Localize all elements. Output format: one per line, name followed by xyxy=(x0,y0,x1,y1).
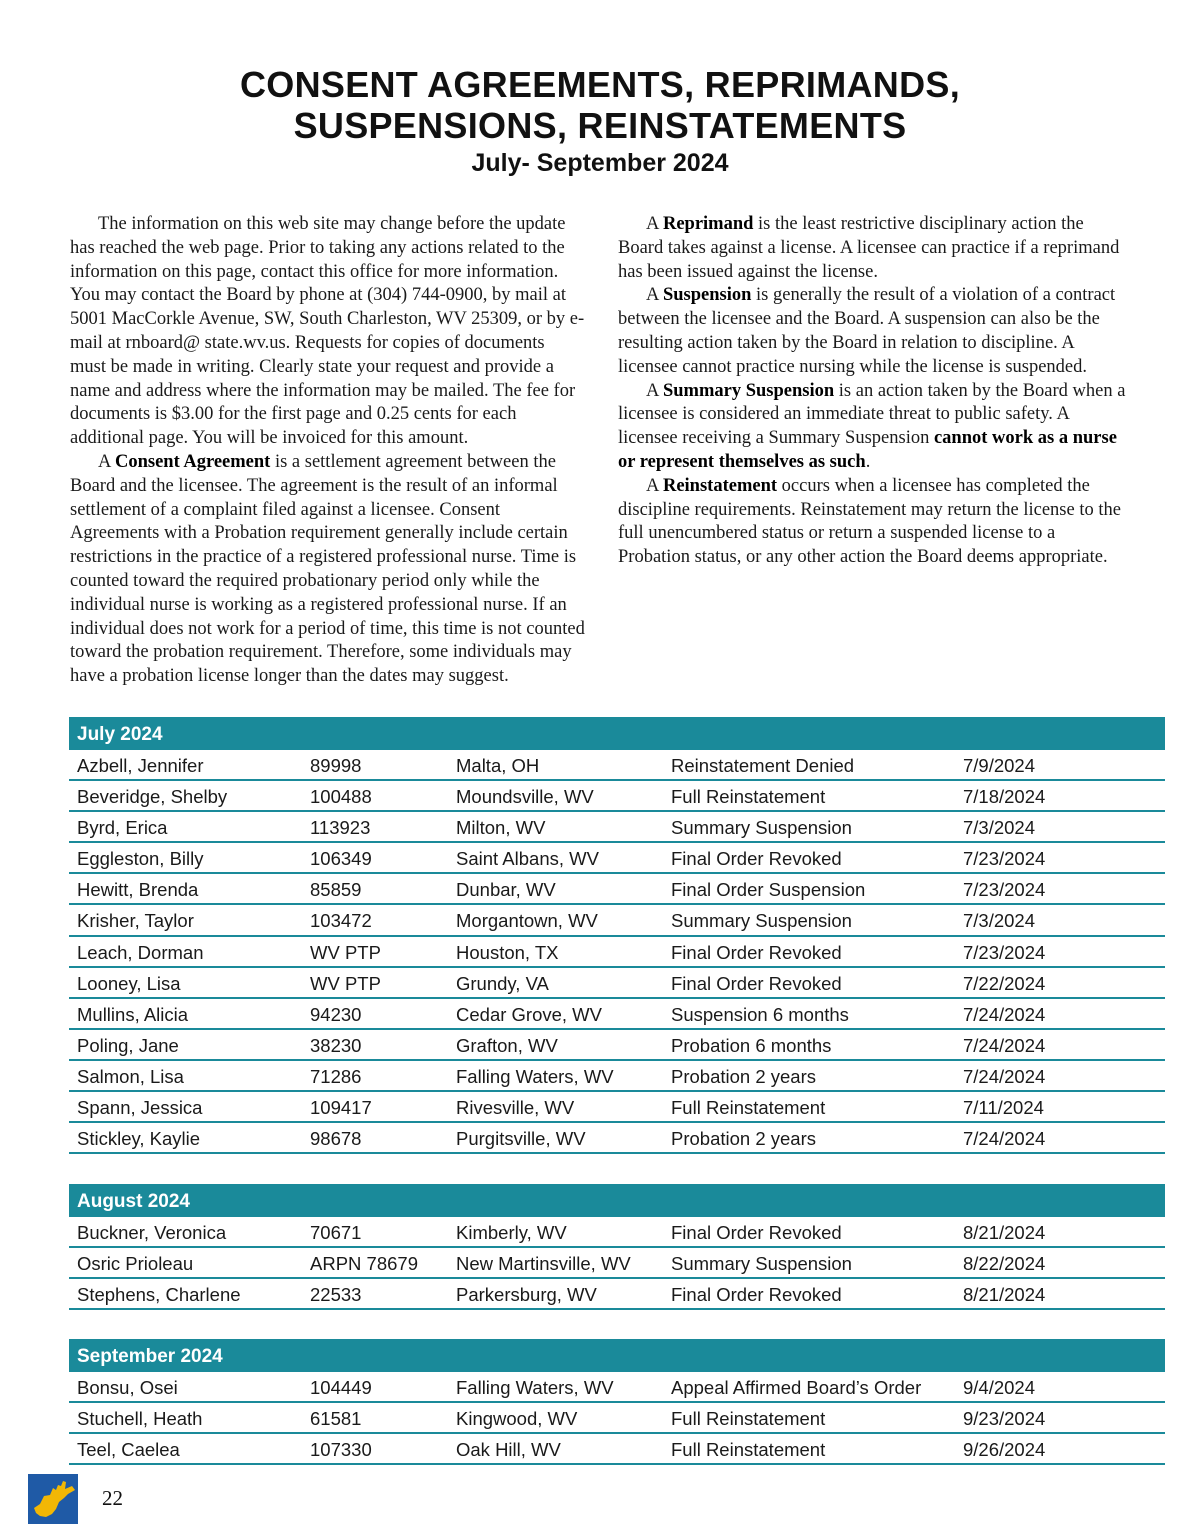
cell-license-number: 70671 xyxy=(310,1222,362,1243)
month-header: September 2024 xyxy=(69,1339,1165,1372)
cell-date: 7/24/2024 xyxy=(963,1065,1046,1087)
cell-license-number: 106349 xyxy=(310,848,372,870)
cell-license-number: 103472 xyxy=(310,910,372,932)
cell-license-number: 71286 xyxy=(310,1065,362,1087)
cell-location: Falling Waters, WV xyxy=(456,1065,614,1087)
cell-location: Malta, OH xyxy=(456,755,540,776)
cell-date: 7/9/2024 xyxy=(963,755,1036,776)
table-row xyxy=(69,905,1165,936)
table-row xyxy=(69,843,1165,874)
cell-name: Azbell, Jennifer xyxy=(77,755,204,776)
cell-date: 7/3/2024 xyxy=(963,817,1036,839)
text-fragment: is the least restrictive disciplinary action the Board takes against a license. A licensee can practice if a reprimand has been issued against the license. xyxy=(618,214,1120,282)
cell-action: Full Reinstatement xyxy=(671,1408,826,1430)
text-fragment: A xyxy=(646,475,663,496)
cell-name: Krisher, Taylor xyxy=(77,910,194,932)
intro-paragraph-reinstatement xyxy=(618,475,1128,570)
cell-name: Teel, Caelea xyxy=(77,1439,180,1461)
cell-license-number: 85859 xyxy=(310,879,362,901)
cell-location: Cedar Grove, WV xyxy=(456,1003,602,1025)
page-number: 22 xyxy=(102,1486,123,1510)
cell-date: 7/24/2024 xyxy=(963,1128,1046,1150)
cell-action: Final Order Revoked xyxy=(671,1222,842,1243)
cell-license-number: WV PTP xyxy=(310,972,381,994)
cell-date: 7/11/2024 xyxy=(963,1097,1044,1119)
cell-location: Grundy, VA xyxy=(456,972,549,994)
cell-date: 7/3/2024 xyxy=(963,910,1036,932)
cell-date: 9/26/2024 xyxy=(963,1439,1046,1461)
cell-license-number: ARPN 78679 xyxy=(310,1253,418,1275)
cell-license-number: 22533 xyxy=(310,1284,362,1306)
cell-date: 7/18/2024 xyxy=(963,786,1046,808)
cell-location: Kingwood, WV xyxy=(456,1408,578,1430)
cell-name: Buckner, Veronica xyxy=(77,1222,227,1243)
text-fragment: A xyxy=(646,214,663,234)
table-row xyxy=(69,1092,1165,1123)
cell-license-number: 104449 xyxy=(310,1377,372,1398)
table-row xyxy=(69,1217,1165,1248)
cell-name: Mullins, Alicia xyxy=(77,1003,189,1025)
cell-license-number: 98678 xyxy=(310,1128,362,1150)
cell-location: Houston, TX xyxy=(456,941,559,963)
west-virginia-logo-icon xyxy=(28,1474,78,1524)
term-suspension: Suspension xyxy=(662,285,752,306)
cell-license-number: 109417 xyxy=(310,1097,372,1119)
intro-left-column xyxy=(70,213,585,689)
cell-location: Moundsville, WV xyxy=(456,786,594,808)
cell-action: Probation 6 months xyxy=(671,1034,832,1056)
text-fragment: is an action taken by the Board when a licensee is considered an immediate threat to public safety. A licensee receiving a Summary Suspension xyxy=(618,380,1126,449)
intro-paragraph-summary-suspension xyxy=(618,380,1128,475)
table-row xyxy=(69,1123,1165,1154)
cell-name: Osric Prioleau xyxy=(77,1253,194,1275)
cell-name: Looney, Lisa xyxy=(77,972,181,994)
table-row xyxy=(69,781,1165,812)
text-fragment: is a settlement agreement between the Board and the licensee. The agreement is the result of an informal settlement of a complaint filed against a licensee. Consent Agreements with a Probation requirement generally include certain restrictions in the practice of a registered professional nurse. Time is counted toward the required probationary period only while the individual nurse is working as a registered professional nurse. If an individual does not work for a period of time, this time is not counted toward the probation requirement. Therefore, some individuals may have a probation license longer than the dates may suggest. xyxy=(70,451,585,687)
intro-paragraph-contact: The information on this web site may change before the update has reached the web page. Prior to taking any actions related to the information on this page, contact this office for more information. You may contact the Board by phone at (304) 744-0900, by mail at 5001 MacCorkle Avenue, SW, South Charleston, WV 25309, or by e-mail at rnboard@ state.wv.us. Requests for copies of documents must be made in writing. Clearly state your request and provide a name and address where the information may be mailed. The fee for documents is $3.00 for the first page and 0.25 cents for each additional page. You will be invoiced for this amount. xyxy=(70,214,585,449)
cell-action: Full Reinstatement xyxy=(671,1439,826,1461)
cell-action: Summary Suspension xyxy=(671,817,852,839)
text-fragment: is generally the result of a violation of a contract between the licensee and the Board. A suspension can also be the resulting action taken by the Board in relation to discipline. A licensee cannot practice nursing while the license is suspended. xyxy=(618,285,1116,377)
cell-action: Probation 2 years xyxy=(671,1128,817,1150)
cell-location: Dunbar, WV xyxy=(456,879,556,901)
table-row xyxy=(69,1248,1165,1279)
cell-name: Stephens, Charlene xyxy=(77,1284,241,1306)
text-fragment: A xyxy=(98,451,115,472)
cell-name: Salmon, Lisa xyxy=(77,1065,184,1087)
term-reprimand: Reprimand xyxy=(662,214,754,234)
cell-date: 9/4/2024 xyxy=(963,1377,1036,1398)
cell-location: Parkersburg, WV xyxy=(456,1284,597,1306)
term-reinstatement: Reinstatement xyxy=(662,475,778,496)
table-row xyxy=(69,1403,1165,1434)
cell-location: Morgantown, WV xyxy=(456,910,598,932)
cell-name: Spann, Jessica xyxy=(77,1097,203,1119)
month-table xyxy=(69,717,1165,1154)
page-title-line-1: CONSENT AGREEMENTS, REPRIMANDS, xyxy=(239,64,961,105)
cell-action: Suspension 6 months xyxy=(671,1003,849,1025)
cell-name: Leach, Dorman xyxy=(77,941,204,963)
cell-action: Reinstatement Denied xyxy=(671,755,855,776)
term-summary-suspension: Summary Suspension xyxy=(662,380,835,401)
cell-location: Oak Hill, WV xyxy=(456,1439,561,1461)
text-fragment: A xyxy=(646,380,663,401)
intro-paragraph-suspension xyxy=(618,284,1128,379)
cell-date: 9/23/2024 xyxy=(963,1408,1046,1430)
month-table xyxy=(69,1184,1165,1310)
table-row xyxy=(69,812,1165,843)
cell-action: Summary Suspension xyxy=(671,910,852,932)
term-consent-agreement: Consent Agreement xyxy=(114,451,271,472)
table-row xyxy=(69,1030,1165,1061)
table-row xyxy=(69,937,1165,968)
cell-date: 7/23/2024 xyxy=(963,941,1046,963)
cell-license-number: 61581 xyxy=(310,1408,362,1430)
cell-action: Final Order Revoked xyxy=(671,941,842,963)
cell-license-number: WV PTP xyxy=(310,941,381,963)
warning-text: cannot work as a nurse or represent themselves as such xyxy=(618,428,1117,472)
cell-action: Full Reinstatement xyxy=(671,1097,826,1119)
cell-location: Grafton, WV xyxy=(456,1034,558,1056)
cell-location: New Martinsville, WV xyxy=(456,1253,631,1275)
table-row xyxy=(69,999,1165,1030)
cell-location: Rivesville, WV xyxy=(456,1097,575,1119)
page-title-line-2: SUSPENSIONS, REINSTATEMENTS xyxy=(293,105,907,146)
cell-location: Falling Waters, WV xyxy=(456,1377,614,1398)
cell-location: Milton, WV xyxy=(456,817,546,839)
cell-date: 7/23/2024 xyxy=(963,879,1046,901)
table-row xyxy=(69,1434,1165,1465)
cell-license-number: 89998 xyxy=(310,755,362,776)
table-row xyxy=(69,1061,1165,1092)
cell-action: Full Reinstatement xyxy=(671,786,826,808)
table-row xyxy=(69,968,1165,999)
cell-date: 7/22/2024 xyxy=(963,972,1046,994)
month-table xyxy=(69,1339,1165,1465)
cell-date: 7/24/2024 xyxy=(963,1034,1046,1056)
cell-license-number: 107330 xyxy=(310,1439,372,1461)
cell-location: Purgitsville, WV xyxy=(456,1128,586,1150)
cell-action: Final Order Revoked xyxy=(671,1284,842,1306)
table-row xyxy=(69,1279,1165,1310)
cell-name: Poling, Jane xyxy=(77,1034,179,1056)
cell-name: Stickley, Kaylie xyxy=(77,1128,201,1150)
cell-license-number: 94230 xyxy=(310,1003,362,1025)
table-row xyxy=(69,750,1165,781)
text-fragment: occurs when a licensee has completed the discipline requirements. Reinstatement may return the license to the full unencumbered status or return a suspended license to a Probation status, or any other action the Board deems appropriate. xyxy=(618,475,1121,568)
cell-date: 7/24/2024 xyxy=(963,1003,1046,1025)
cell-location: Kimberly, WV xyxy=(456,1222,567,1243)
cell-action: Appeal Affirmed Board’s Order xyxy=(671,1377,922,1398)
cell-date: 7/23/2024 xyxy=(963,848,1046,870)
cell-action: Summary Suspension xyxy=(671,1253,852,1275)
cell-action: Final Order Revoked xyxy=(671,972,842,994)
intro-paragraph-reprimand xyxy=(618,213,1128,284)
cell-action: Probation 2 years xyxy=(671,1065,817,1087)
cell-action: Final Order Revoked xyxy=(671,848,842,870)
cell-license-number: 113923 xyxy=(310,817,371,839)
cell-license-number: 100488 xyxy=(310,786,372,808)
cell-date: 8/21/2024 xyxy=(963,1284,1046,1306)
month-header: August 2024 xyxy=(69,1184,1165,1217)
intro-right-column xyxy=(618,213,1128,570)
cell-date: 8/21/2024 xyxy=(963,1222,1046,1243)
table-row xyxy=(69,874,1165,905)
cell-name: Beveridge, Shelby xyxy=(77,786,228,808)
text-fragment: . xyxy=(865,451,871,472)
page-subtitle: July- September 2024 xyxy=(471,149,729,177)
cell-name: Hewitt, Brenda xyxy=(77,879,199,901)
cell-name: Stuchell, Heath xyxy=(77,1408,203,1430)
cell-name: Byrd, Erica xyxy=(77,817,168,839)
cell-name: Bonsu, Osei xyxy=(77,1377,178,1398)
month-header: July 2024 xyxy=(69,717,1165,750)
cell-license-number: 38230 xyxy=(310,1034,362,1056)
cell-date: 8/22/2024 xyxy=(963,1253,1046,1275)
cell-location: Saint Albans, WV xyxy=(456,848,599,870)
table-row xyxy=(69,1372,1165,1403)
cell-action: Final Order Suspension xyxy=(671,879,866,901)
cell-name: Eggleston, Billy xyxy=(77,848,204,870)
text-fragment: A xyxy=(646,285,663,306)
intro-paragraph-consent-agreement xyxy=(70,451,585,689)
